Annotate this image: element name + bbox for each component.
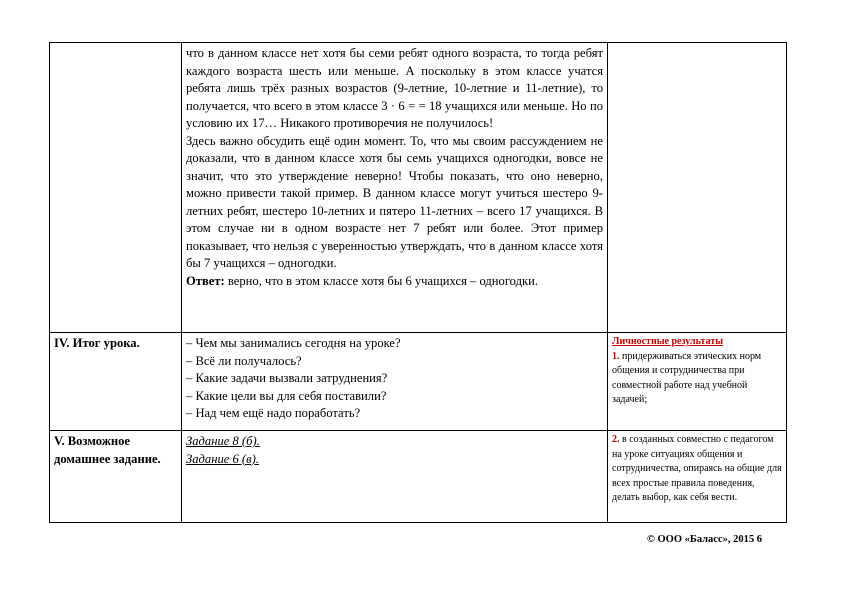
homework-cell [182, 431, 608, 523]
answer-label: Ответ: [186, 273, 225, 288]
question-item: – Всё ли получалось? [186, 353, 302, 368]
stage-cell: IV. Итог урока. [50, 333, 182, 431]
stage-cell-empty [50, 43, 182, 333]
question-item: – Чем мы занимались сегодня на уроке? [186, 336, 401, 350]
reasoning-paragraph: что в данном классе нет хотя бы семи ребят одного возраста, то тогда ребят каждого возраста шесть или меньше. А поскольку в этом классе учатся ребята лишь трёх разных возрастов (9-летние, 10-летние и 11-летние), то получается, что всего в этом классе 3 · 6 = = 18 учащихся или меньше. Но по условию их 17… Никакого противоречия не получилось! [186, 46, 603, 130]
question-item: – Какие задачи вызвали затруднения? [186, 371, 388, 385]
homework-task: Задание 6 (в). [186, 451, 259, 466]
summary-questions-cell [182, 333, 608, 431]
question-item: – Над чем ещё надо поработать? [186, 406, 361, 420]
answer-text: верно, что в этом классе хотя бы 6 учащихся – одногодки. [224, 273, 539, 288]
homework-task: Задание 8 (б). [186, 434, 260, 448]
result-number: 1. [612, 350, 620, 362]
result-text: в созданных совместно с педагогом на уроке ситуациях общения и сотрудничества, опираясь на общие для всех простые правила поведения, делать выбор, как себя вести. [612, 434, 782, 503]
lesson-plan-table [49, 42, 787, 523]
results-heading: Личностные результаты [612, 336, 724, 347]
table-row [50, 43, 787, 333]
result-item [612, 433, 782, 506]
copyright-footer: © ООО «Баласс», 2015 6 [647, 534, 762, 545]
results-cell-empty [608, 43, 787, 333]
answer-line [186, 273, 603, 291]
teacher-activity-cell [182, 43, 608, 333]
table-row [50, 333, 787, 431]
result-item [612, 350, 782, 408]
question-item: – Какие цели вы для себя поставили? [186, 388, 387, 403]
personal-results-cell [608, 333, 787, 431]
result-number: 2. [612, 434, 620, 445]
stage-cell: V. Возможное домашнее задание. [50, 431, 182, 523]
discussion-paragraph: Здесь важно обсудить ещё один момент. То, что мы своим рассуждением не доказали, что в данном классе хотя бы семь учащихся одногодки, вовсе не значит, что это утверждение неверно! Чтобы показать, что оно неверно, можно привести такой пример. В данном классе могут учиться шестеро 9-летних ребят, шестеро 10-летних и пятеро 11-летних – всего 17 учащихся. В этом случае ни в одном возрасте нет 7 ребят или более. Этот пример показывает, что нельзя с уверенностью утверждать, что в данном классе хотя бы 7 учащихся – одногодки. [186, 133, 603, 270]
personal-results-cell [608, 431, 787, 523]
result-text: придерживаться этических норм общения и сотрудничества при совместной работе над учебной задачей; [612, 350, 762, 405]
table-row [50, 431, 787, 523]
